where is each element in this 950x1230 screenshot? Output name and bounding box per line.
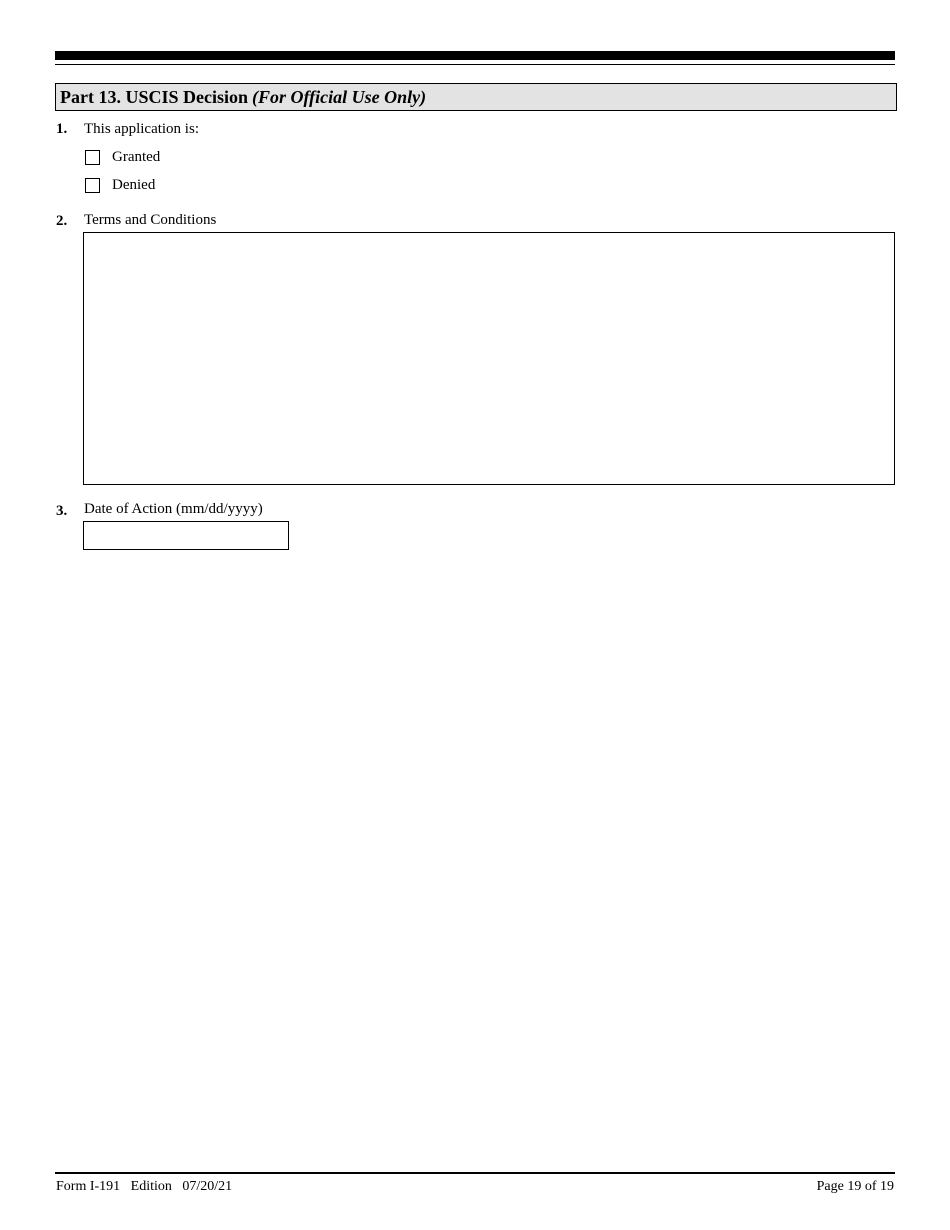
denied-label: Denied xyxy=(112,177,156,193)
form-edition: Form I-191 Edition 07/20/21 xyxy=(56,1179,233,1194)
denied-checkbox[interactable] xyxy=(85,178,100,193)
item-3-number: 3. xyxy=(56,503,68,519)
part-note: (For Official Use Only) xyxy=(252,87,427,107)
granted-label: Granted xyxy=(112,149,161,165)
terms-and-conditions-field[interactable] xyxy=(83,232,895,485)
footer-rule xyxy=(55,1172,895,1174)
top-thick-rule xyxy=(55,51,895,60)
item-2-label: Terms and Conditions xyxy=(84,212,217,228)
date-of-action-field[interactable] xyxy=(83,521,289,550)
item-3-label: Date of Action (mm/dd/yyyy) xyxy=(84,501,263,517)
item-1-label: This application is: xyxy=(84,121,199,137)
granted-checkbox[interactable] xyxy=(85,150,100,165)
item-1-number: 1. xyxy=(56,121,68,137)
item-2-number: 2. xyxy=(56,213,68,229)
page-number: Page 19 of 19 xyxy=(816,1179,894,1194)
top-thin-rule xyxy=(55,64,895,65)
part-title: Part 13. USCIS Decision xyxy=(60,87,248,107)
part-13-header xyxy=(55,83,897,111)
